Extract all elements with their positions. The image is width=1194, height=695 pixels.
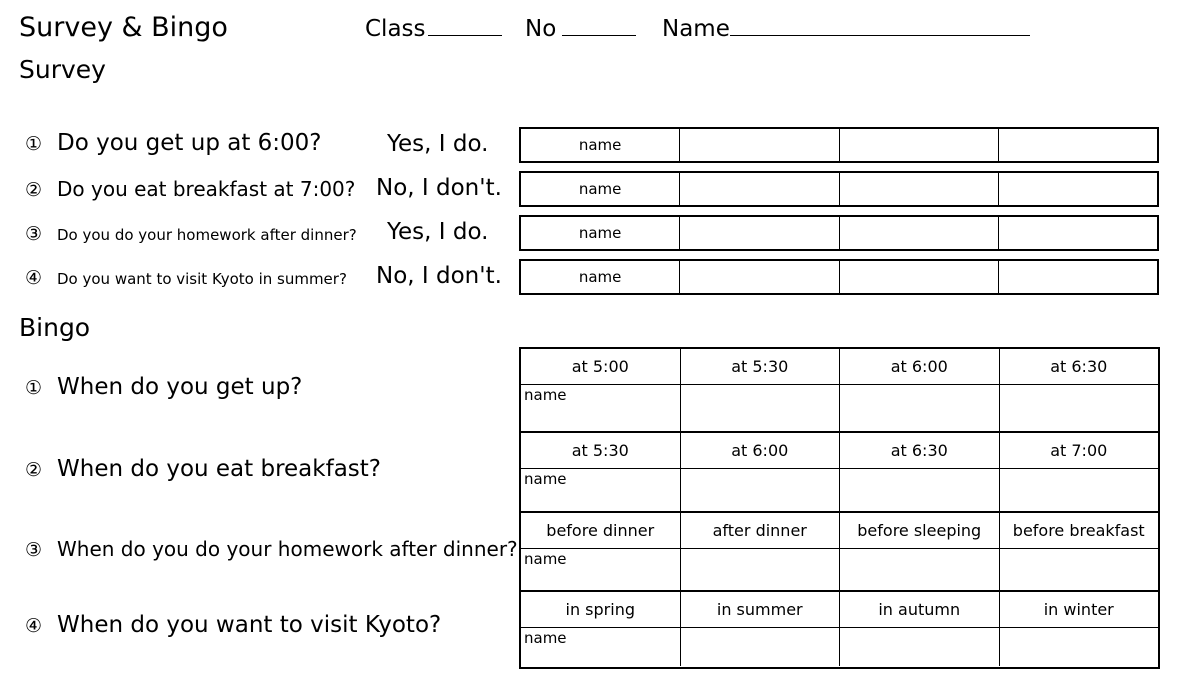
name-hint: name: [524, 629, 567, 647]
bingo-option: at 6:30: [839, 433, 999, 468]
bingo-name-cell[interactable]: [839, 469, 999, 511]
name-blank[interactable]: [730, 15, 1030, 36]
class-label: Class: [365, 16, 426, 42]
question-text: Do you eat breakfast at 7:00?: [57, 177, 356, 201]
question-number: ②: [25, 459, 43, 481]
bingo-options: [521, 592, 1158, 628]
bingo-option: before sleeping: [839, 513, 999, 548]
bingo-question: [25, 456, 381, 482]
response-cell[interactable]: [998, 217, 1157, 249]
question-number: ②: [25, 179, 43, 201]
bingo-name-cell[interactable]: [999, 549, 1159, 590]
number-blank[interactable]: [562, 15, 636, 36]
survey-response-row: [519, 215, 1159, 251]
survey-question: [25, 130, 322, 156]
question-text: When do you eat breakfast?: [57, 456, 381, 482]
response-cell[interactable]: [998, 261, 1157, 293]
bingo-option: in summer: [680, 592, 840, 627]
survey-answer: Yes, I do.: [387, 219, 489, 245]
bingo-name-cell[interactable]: [839, 385, 999, 431]
bingo-options: [521, 433, 1158, 469]
bingo-grid: [519, 347, 1160, 669]
question-text: When do you do your homework after dinner?: [57, 537, 518, 561]
page-title: Survey & Bingo: [19, 12, 228, 43]
survey-response-row: [519, 171, 1159, 207]
question-number: ①: [25, 133, 43, 155]
bingo-option: before breakfast: [999, 513, 1159, 548]
bingo-question: [25, 612, 441, 638]
bingo-options: [521, 513, 1158, 549]
bingo-name-cell[interactable]: [521, 628, 680, 666]
bingo-question: [25, 537, 518, 561]
name-hint: name: [524, 386, 567, 404]
number-label: No: [525, 16, 557, 42]
bingo-option: at 5:30: [680, 349, 840, 384]
bingo-name-row: [521, 628, 1158, 666]
bingo-name-cell[interactable]: [680, 469, 840, 511]
bingo-option: at 7:00: [999, 433, 1159, 468]
name-hint: name: [524, 550, 567, 568]
bingo-name-cell[interactable]: [521, 469, 680, 511]
question-text: Do you want to visit Kyoto in summer?: [57, 270, 347, 288]
bingo-name-cell[interactable]: [999, 628, 1159, 666]
name-cell[interactable]: name: [578, 268, 622, 286]
bingo-option: at 5:00: [571, 357, 629, 376]
name-field[interactable]: [662, 15, 1030, 42]
question-text: Do you get up at 6:00?: [57, 130, 322, 156]
bingo-name-cell[interactable]: [999, 385, 1159, 431]
bingo-name-cell[interactable]: [999, 469, 1159, 511]
bingo-option: at 6:00: [839, 349, 999, 384]
response-cell[interactable]: [998, 129, 1157, 161]
bingo-option: at 6:00: [680, 433, 840, 468]
bingo-heading: Bingo: [19, 313, 91, 342]
question-text: When do you get up?: [57, 374, 303, 400]
bingo-name-cell[interactable]: [521, 385, 680, 431]
class-blank[interactable]: [428, 15, 502, 36]
question-text: Do you do your homework after dinner?: [57, 226, 357, 244]
name-label: Name: [662, 16, 730, 42]
survey-answer: No, I don't.: [376, 263, 502, 289]
bingo-name-cell[interactable]: [680, 628, 840, 666]
number-field[interactable]: [525, 15, 636, 42]
response-cell[interactable]: [679, 217, 838, 249]
question-number: ④: [25, 267, 43, 289]
survey-question: [25, 223, 357, 245]
response-cell[interactable]: [839, 173, 998, 205]
question-number: ④: [25, 615, 43, 637]
bingo-row: [521, 513, 1158, 592]
name-hint: name: [524, 470, 567, 488]
question-text: When do you want to visit Kyoto?: [57, 612, 442, 638]
question-number: ③: [25, 223, 43, 245]
bingo-name-cell[interactable]: [839, 628, 999, 666]
bingo-options: [521, 349, 1158, 385]
bingo-question: [25, 374, 302, 400]
bingo-row: [521, 349, 1158, 433]
question-number: ③: [25, 539, 43, 561]
bingo-option: at 5:30: [571, 441, 629, 460]
name-cell[interactable]: name: [578, 180, 622, 198]
bingo-row: [521, 592, 1158, 666]
survey-question: [25, 267, 347, 289]
bingo-name-cell[interactable]: [680, 549, 840, 590]
bingo-option: in spring: [565, 600, 635, 619]
response-cell[interactable]: [998, 173, 1157, 205]
survey-response-row: [519, 259, 1159, 295]
response-cell[interactable]: [679, 261, 838, 293]
question-number: ①: [25, 377, 43, 399]
class-field[interactable]: [365, 15, 502, 42]
response-cell[interactable]: [839, 261, 998, 293]
bingo-name-cell[interactable]: [680, 385, 840, 431]
survey-question: [25, 177, 355, 201]
response-cell[interactable]: [839, 129, 998, 161]
bingo-name-row: [521, 385, 1158, 431]
bingo-option: in winter: [999, 592, 1159, 627]
survey-answer: Yes, I do.: [387, 131, 489, 157]
bingo-name-cell[interactable]: [521, 549, 680, 590]
name-cell[interactable]: name: [578, 136, 622, 154]
bingo-name-row: [521, 549, 1158, 590]
bingo-option: before dinner: [546, 521, 655, 540]
bingo-option: in autumn: [839, 592, 999, 627]
survey-heading: Survey: [19, 55, 106, 84]
bingo-name-row: [521, 469, 1158, 511]
survey-answer: No, I don't.: [376, 175, 502, 201]
response-cell[interactable]: [679, 129, 838, 161]
survey-response-row: [519, 127, 1159, 163]
bingo-name-cell[interactable]: [839, 549, 999, 590]
bingo-option: after dinner: [680, 513, 840, 548]
bingo-option: at 6:30: [999, 349, 1159, 384]
response-cell[interactable]: [839, 217, 998, 249]
name-cell[interactable]: name: [578, 224, 622, 242]
response-cell[interactable]: [679, 173, 838, 205]
bingo-row: [521, 433, 1158, 513]
